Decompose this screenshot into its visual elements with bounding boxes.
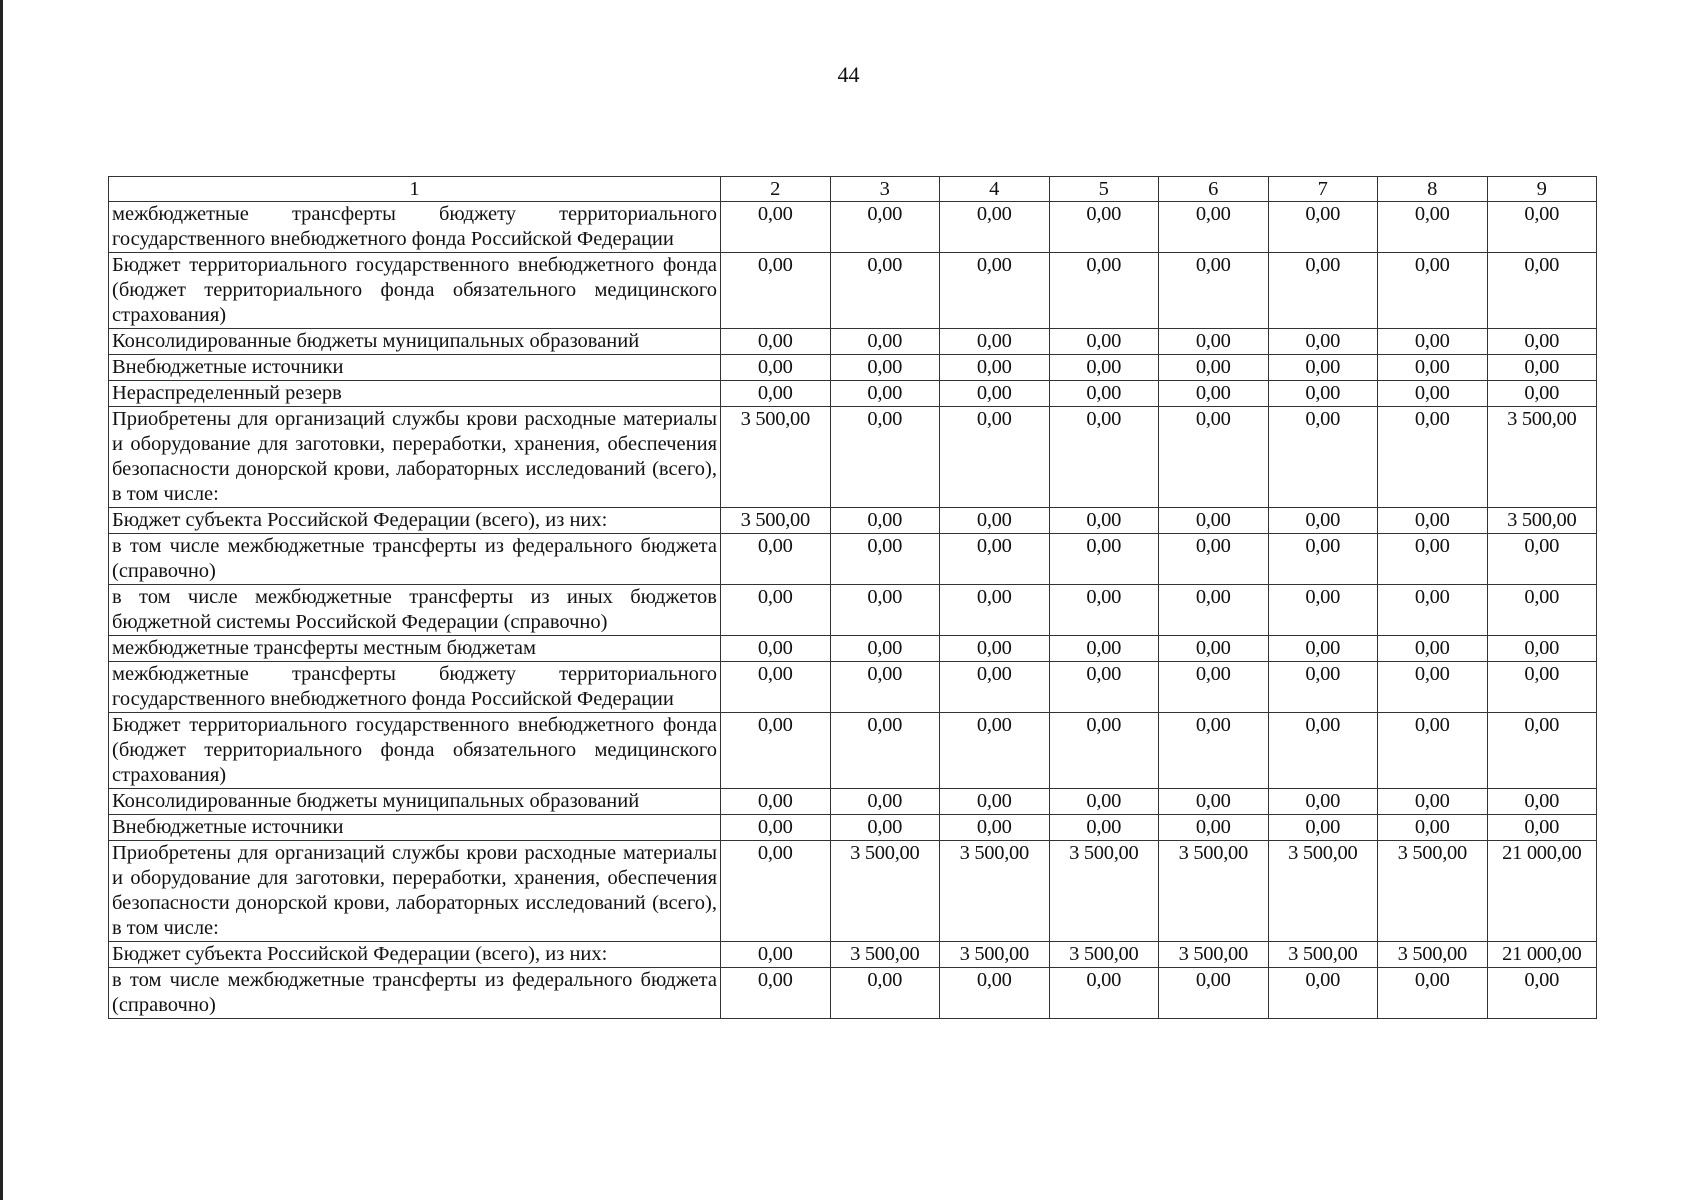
value-cell: 0,00 [1378, 789, 1488, 815]
value-cell: 0,00 [721, 585, 831, 636]
value-cell: 0,00 [1268, 968, 1378, 1019]
value-cell: 0,00 [1378, 636, 1488, 662]
value-cell: 0,00 [830, 789, 940, 815]
value-cell: 0,00 [1049, 815, 1159, 841]
value-cell: 0,00 [1159, 585, 1269, 636]
row-label: межбюджетные трансферты бюджету территориального государственного внебюджетного фонда Российской Федерации [109, 202, 721, 253]
column-header-9: 9 [1487, 177, 1597, 202]
value-cell: 0,00 [1268, 381, 1378, 407]
row-label: Консолидированные бюджеты муниципальных образований [109, 789, 721, 815]
value-cell: 21 000,00 [1487, 841, 1597, 942]
row-label: в том числе межбюджетные трансферты из федерального бюджета (справочно) [109, 968, 721, 1019]
value-cell: 0,00 [1159, 636, 1269, 662]
value-cell: 0,00 [1159, 381, 1269, 407]
value-cell: 0,00 [1159, 789, 1269, 815]
row-label: Консолидированные бюджеты муниципальных образований [109, 329, 721, 355]
value-cell: 0,00 [830, 534, 940, 585]
value-cell: 0,00 [940, 202, 1050, 253]
value-cell: 0,00 [1487, 202, 1597, 253]
value-cell: 3 500,00 [830, 942, 940, 968]
value-cell: 3 500,00 [1159, 942, 1269, 968]
value-cell: 3 500,00 [1378, 942, 1488, 968]
value-cell: 0,00 [1159, 662, 1269, 713]
value-cell: 0,00 [1159, 713, 1269, 789]
value-cell: 3 500,00 [1268, 841, 1378, 942]
value-cell: 0,00 [1378, 407, 1488, 508]
value-cell: 0,00 [721, 636, 831, 662]
column-header-2: 2 [721, 177, 831, 202]
value-cell: 0,00 [940, 662, 1050, 713]
row-label: Внебюджетные источники [109, 355, 721, 381]
value-cell: 0,00 [1378, 713, 1488, 789]
value-cell: 0,00 [1487, 534, 1597, 585]
table-row [109, 789, 1597, 815]
value-cell: 0,00 [1487, 381, 1597, 407]
row-label: Бюджет территориального государственного внебюджетного фонда (бюджет территориального фонда обязательного медицинского страхования) [109, 713, 721, 789]
value-cell: 0,00 [1268, 355, 1378, 381]
value-cell: 0,00 [721, 202, 831, 253]
value-cell: 0,00 [1049, 789, 1159, 815]
header-row [109, 177, 1597, 202]
value-cell: 0,00 [1378, 968, 1488, 1019]
column-header-7: 7 [1268, 177, 1378, 202]
value-cell: 3 500,00 [721, 407, 831, 508]
table-row [109, 585, 1597, 636]
value-cell: 0,00 [830, 815, 940, 841]
value-cell: 3 500,00 [1487, 407, 1597, 508]
value-cell: 0,00 [1049, 329, 1159, 355]
value-cell: 0,00 [1487, 789, 1597, 815]
row-label: в том числе межбюджетные трансферты из федерального бюджета (справочно) [109, 534, 721, 585]
value-cell: 0,00 [1268, 508, 1378, 534]
value-cell: 0,00 [830, 381, 940, 407]
value-cell: 0,00 [1159, 815, 1269, 841]
value-cell: 0,00 [1487, 636, 1597, 662]
value-cell: 0,00 [721, 253, 831, 329]
value-cell: 0,00 [1049, 585, 1159, 636]
value-cell: 0,00 [940, 713, 1050, 789]
value-cell: 0,00 [1487, 585, 1597, 636]
value-cell: 0,00 [1268, 636, 1378, 662]
table-row [109, 355, 1597, 381]
value-cell: 3 500,00 [1159, 841, 1269, 942]
value-cell: 0,00 [1378, 355, 1488, 381]
value-cell: 0,00 [1378, 381, 1488, 407]
table-row [109, 381, 1597, 407]
row-label: Бюджет территориального государственного внебюджетного фонда (бюджет территориального фонда обязательного медицинского страхования) [109, 253, 721, 329]
value-cell: 0,00 [1049, 253, 1159, 329]
table-row [109, 508, 1597, 534]
value-cell: 0,00 [1049, 407, 1159, 508]
row-label: Приобретены для организаций службы крови расходные материалы и оборудование для заготовки, переработки, хранения, обеспечения безопасности донорской крови, лабораторных исследований (всего), в том числе: [109, 841, 721, 942]
value-cell: 3 500,00 [1049, 942, 1159, 968]
value-cell: 0,00 [1268, 329, 1378, 355]
value-cell: 0,00 [721, 713, 831, 789]
value-cell: 0,00 [1487, 713, 1597, 789]
value-cell: 3 500,00 [830, 841, 940, 942]
value-cell: 0,00 [940, 534, 1050, 585]
budget-table-container [108, 176, 1596, 1019]
value-cell: 0,00 [830, 253, 940, 329]
table-row [109, 407, 1597, 508]
row-label: Бюджет субъекта Российской Федерации (всего), из них: [109, 508, 721, 534]
value-cell: 0,00 [1487, 253, 1597, 329]
value-cell: 0,00 [1159, 508, 1269, 534]
value-cell: 3 500,00 [1049, 841, 1159, 942]
table-row [109, 636, 1597, 662]
value-cell: 0,00 [1268, 662, 1378, 713]
value-cell: 0,00 [1049, 355, 1159, 381]
table-row [109, 253, 1597, 329]
row-label: Нераспределенный резерв [109, 381, 721, 407]
value-cell: 0,00 [1159, 202, 1269, 253]
value-cell: 0,00 [1268, 534, 1378, 585]
budget-table [108, 176, 1597, 1019]
value-cell: 0,00 [1487, 968, 1597, 1019]
value-cell: 3 500,00 [940, 841, 1050, 942]
value-cell: 0,00 [940, 789, 1050, 815]
value-cell: 0,00 [830, 662, 940, 713]
value-cell: 0,00 [1049, 534, 1159, 585]
value-cell: 0,00 [940, 329, 1050, 355]
value-cell: 3 500,00 [1487, 508, 1597, 534]
table-body [109, 202, 1597, 1019]
value-cell: 0,00 [721, 815, 831, 841]
value-cell: 0,00 [1049, 381, 1159, 407]
row-label: Бюджет субъекта Российской Федерации (всего), из них: [109, 942, 721, 968]
value-cell: 0,00 [830, 202, 940, 253]
value-cell: 0,00 [1049, 662, 1159, 713]
value-cell: 0,00 [830, 968, 940, 1019]
value-cell: 0,00 [830, 355, 940, 381]
value-cell: 0,00 [1159, 253, 1269, 329]
value-cell: 0,00 [1268, 815, 1378, 841]
column-header-5: 5 [1049, 177, 1159, 202]
value-cell: 0,00 [721, 381, 831, 407]
value-cell: 0,00 [1268, 789, 1378, 815]
value-cell: 0,00 [1159, 968, 1269, 1019]
table-row [109, 968, 1597, 1019]
value-cell: 0,00 [1159, 534, 1269, 585]
row-label: Приобретены для организаций службы крови расходные материалы и оборудование для заготовки, переработки, хранения, обеспечения безопасности донорской крови, лабораторных исследований (всего), в том числе: [109, 407, 721, 508]
value-cell: 0,00 [1268, 202, 1378, 253]
value-cell: 0,00 [940, 381, 1050, 407]
value-cell: 0,00 [1268, 585, 1378, 636]
value-cell: 0,00 [1378, 329, 1488, 355]
value-cell: 0,00 [1049, 636, 1159, 662]
value-cell: 21 000,00 [1487, 942, 1597, 968]
value-cell: 0,00 [940, 355, 1050, 381]
value-cell: 0,00 [1159, 355, 1269, 381]
value-cell: 0,00 [940, 636, 1050, 662]
table-row [109, 841, 1597, 942]
table-row [109, 202, 1597, 253]
value-cell: 0,00 [1487, 329, 1597, 355]
value-cell: 0,00 [830, 636, 940, 662]
row-label: Внебюджетные источники [109, 815, 721, 841]
value-cell: 3 500,00 [940, 942, 1050, 968]
value-cell: 3 500,00 [1378, 841, 1488, 942]
column-header-6: 6 [1159, 177, 1269, 202]
value-cell: 0,00 [830, 713, 940, 789]
column-header-4: 4 [940, 177, 1050, 202]
value-cell: 0,00 [1487, 815, 1597, 841]
column-header-8: 8 [1378, 177, 1488, 202]
page-number: 44 [837, 62, 860, 87]
table-row [109, 942, 1597, 968]
row-label: межбюджетные трансферты местным бюджетам [109, 636, 721, 662]
table-row [109, 534, 1597, 585]
value-cell: 0,00 [940, 253, 1050, 329]
value-cell: 0,00 [721, 968, 831, 1019]
value-cell: 0,00 [1268, 253, 1378, 329]
table-row [109, 662, 1597, 713]
value-cell: 0,00 [940, 815, 1050, 841]
column-header-3: 3 [830, 177, 940, 202]
value-cell: 0,00 [830, 407, 940, 508]
value-cell: 0,00 [1049, 202, 1159, 253]
value-cell: 0,00 [721, 789, 831, 815]
value-cell: 0,00 [1378, 253, 1488, 329]
value-cell: 0,00 [721, 662, 831, 713]
scan-edge [0, 0, 3, 1200]
value-cell: 0,00 [1268, 713, 1378, 789]
table-row [109, 329, 1597, 355]
value-cell: 0,00 [1268, 407, 1378, 508]
row-label: межбюджетные трансферты бюджету территориального государственного внебюджетного фонда Российской Федерации [109, 662, 721, 713]
value-cell: 0,00 [830, 329, 940, 355]
value-cell: 3 500,00 [721, 508, 831, 534]
value-cell: 0,00 [1159, 407, 1269, 508]
value-cell: 0,00 [721, 942, 831, 968]
value-cell: 0,00 [1378, 662, 1488, 713]
value-cell: 0,00 [1378, 508, 1488, 534]
value-cell: 0,00 [721, 534, 831, 585]
table-row [109, 815, 1597, 841]
column-header-1: 1 [109, 177, 721, 202]
value-cell: 0,00 [940, 508, 1050, 534]
value-cell: 0,00 [1049, 968, 1159, 1019]
value-cell: 0,00 [1049, 508, 1159, 534]
value-cell: 0,00 [1487, 355, 1597, 381]
value-cell: 0,00 [1159, 329, 1269, 355]
value-cell: 0,00 [940, 968, 1050, 1019]
value-cell: 0,00 [1378, 202, 1488, 253]
table-row [109, 713, 1597, 789]
value-cell: 0,00 [830, 508, 940, 534]
value-cell: 0,00 [940, 585, 1050, 636]
value-cell: 0,00 [1378, 534, 1488, 585]
value-cell: 0,00 [721, 329, 831, 355]
value-cell: 0,00 [721, 355, 831, 381]
value-cell: 0,00 [1378, 585, 1488, 636]
value-cell: 0,00 [1487, 662, 1597, 713]
row-label: в том числе межбюджетные трансферты из иных бюджетов бюджетной системы Российской Федерации (справочно) [109, 585, 721, 636]
value-cell: 0,00 [940, 407, 1050, 508]
value-cell: 0,00 [1378, 815, 1488, 841]
value-cell: 0,00 [721, 841, 831, 942]
value-cell: 0,00 [830, 585, 940, 636]
value-cell: 3 500,00 [1268, 942, 1378, 968]
value-cell: 0,00 [1049, 713, 1159, 789]
